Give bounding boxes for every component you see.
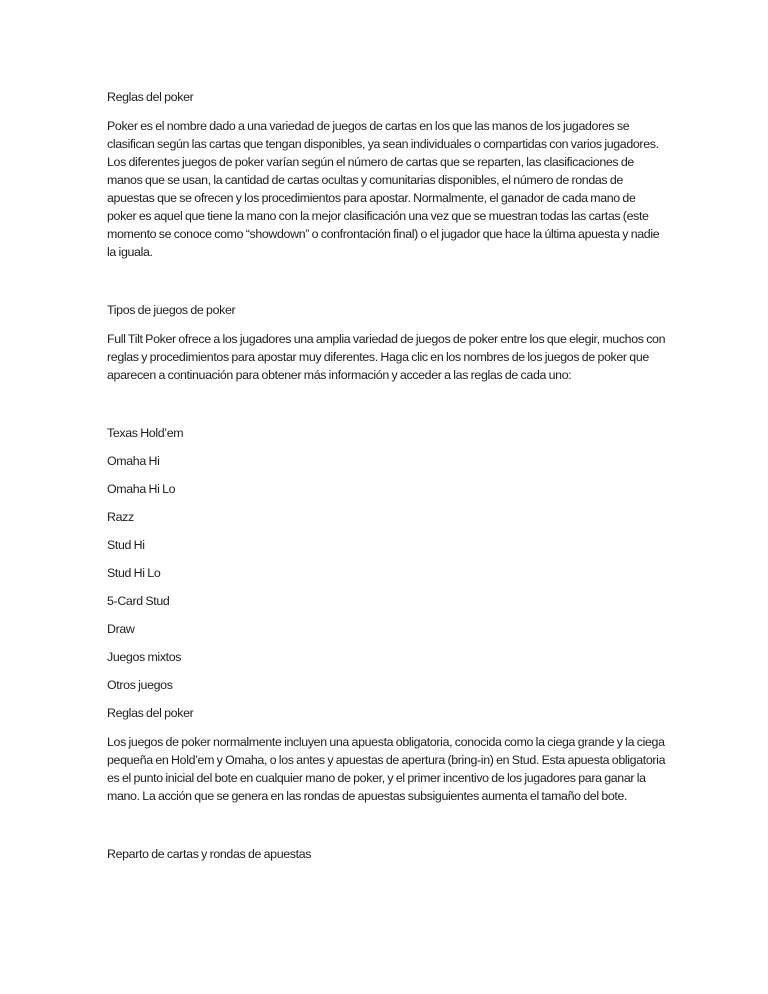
heading-reglas-del-poker-2: Reglas del poker (107, 706, 194, 720)
blank-line (107, 272, 667, 301)
game-item-razz: Razz (107, 510, 134, 524)
blank-line (107, 395, 667, 424)
blinds-paragraph: Los juegos de poker normalmente incluyen una apuesta obligatoria, conocida como la ciega grande y la ciega pequeña en Hold’em y Omaha, o los antes y apuestas de apertura (bring-in) en Stud. Esta apuesta obligatoria es el punto inicial del bote en cualquier mano de poker, y el primer incentivo de los jugadores para ganar la mano. La acción que se genera en las rondas de apuestas subsiguientes aumenta el tamaño del bote. (107, 735, 666, 803)
blank-line (107, 816, 667, 845)
game-item-omaha-hi-lo: Omaha Hi Lo (107, 482, 176, 496)
document-body (107, 88, 667, 874)
heading-reglas-del-poker: Reglas del poker (107, 90, 194, 104)
game-item-stud-hi-lo: Stud Hi Lo (107, 566, 161, 580)
game-item-draw: Draw (107, 622, 135, 636)
intro-paragraph: Poker es el nombre dado a una variedad de juegos de cartas en los que las manos de los jugadores se clasifican según las cartas que tengan disponibles, ya sean individuales o compartidas con varios jugadores. Los diferentes juegos de poker varían según el número de cartas que se reparten, las clasificaciones de manos que se usan, la cantidad de cartas ocultas y comunitarias disponibles, el número de rondas de apuestas que se ofrecen y los procedimientos para apostar. Normalmente, el ganador de cada mano de poker es aquel que tiene la mano con la mejor clasificación una vez que se muestran todas las cartas (este momento se conoce como “showdown” o confrontación final) o el jugador que hace la última apuesta y nadie la iguala. (107, 119, 660, 259)
game-types-paragraph: Full Tilt Poker ofrece a los jugadores una amplia variedad de juegos de poker entre los que elegir, muchos con reglas y procedimientos para apostar muy diferentes. Haga clic en los nombres de los juegos de poker que aparecen a continuación para obtener más información y acceder a las reglas de cada uno: (107, 332, 666, 382)
game-item-texas-holdem: Texas Hold’em (107, 426, 184, 440)
game-item-5-card-stud: 5-Card Stud (107, 594, 170, 608)
heading-reparto-de-cartas: Reparto de cartas y rondas de apuestas (107, 847, 312, 861)
heading-tipos-de-juegos: Tipos de juegos de poker (107, 303, 236, 317)
game-item-juegos-mixtos: Juegos mixtos (107, 650, 182, 664)
game-item-omaha-hi: Omaha Hi (107, 454, 160, 468)
game-item-otros-juegos: Otros juegos (107, 678, 173, 692)
game-item-stud-hi: Stud Hi (107, 538, 145, 552)
